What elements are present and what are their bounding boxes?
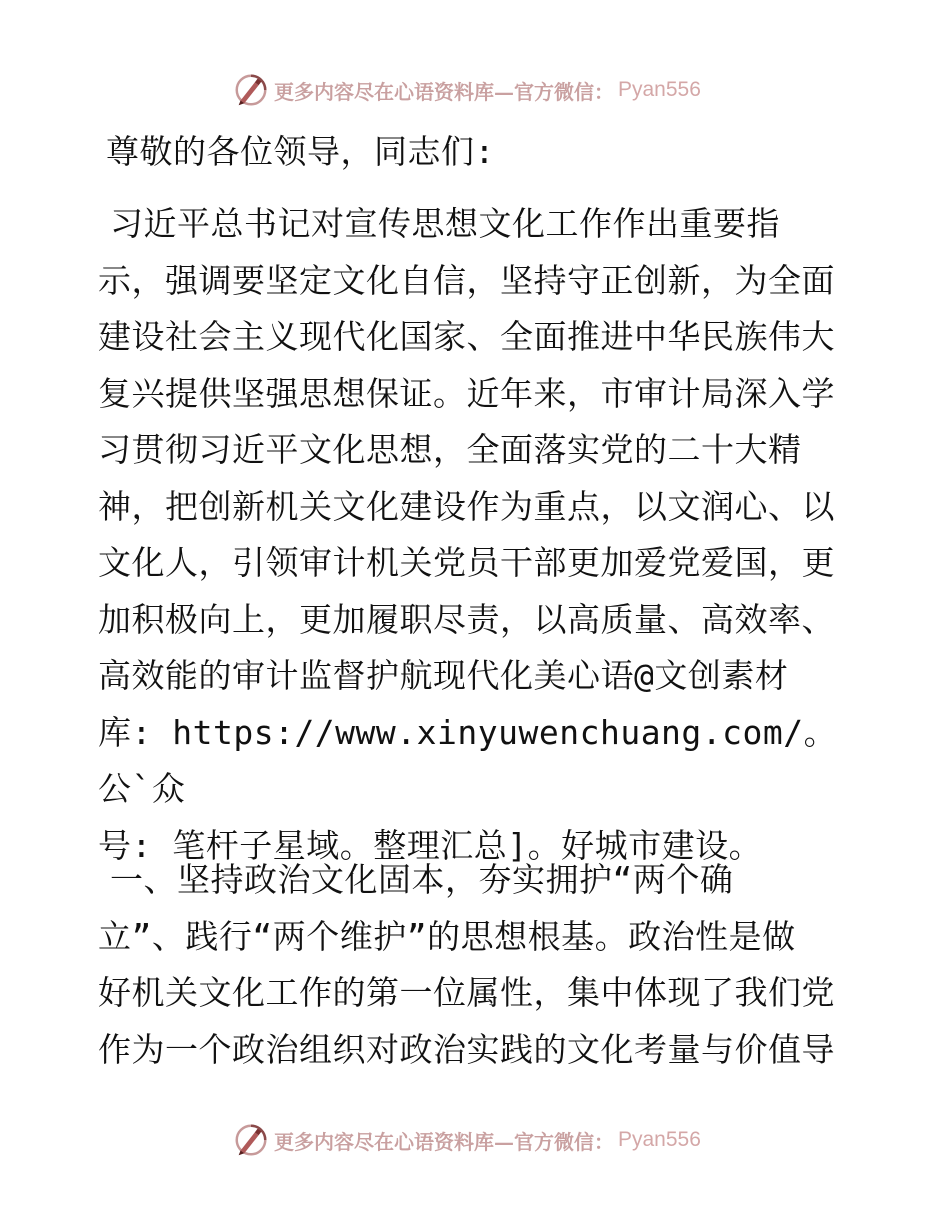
paragraph-1-line: 高效能的审计监督护航现代化美心语@文创素材 [98,656,789,695]
watermark-banner-top [232,70,701,110]
paragraph-1-line: 建设社会主义现代化国家、全面推进中华民族伟大 [98,317,835,356]
pen-logo-icon [232,1121,270,1159]
paragraph-1-line: 复兴提供坚强思想保证。近年来，市审计局深入学 [98,373,835,413]
paragraph-2-line: 好机关文化工作的第一位属性，集中体现了我们党 [98,973,835,1012]
paragraph-1-line: 库: https://www.xinyuwenchuang.com/。公`众 [98,712,838,808]
paragraph-2 [98,852,858,1078]
paragraph-2-line: 一、坚持政治文化固本，夯实拥护“两个确 [110,860,734,899]
paragraph-1 [98,196,858,874]
paragraph-2-line: 作为一个政治组织对政治实践的文化考量与价值导 [98,1029,835,1069]
watermark-banner-bottom [232,1120,701,1160]
greeting: 尊敬的各位领导，同志们: [106,132,495,171]
paragraph-1-line: 神，把创新机关文化建设作为重点，以文润心、以 [98,486,835,526]
paragraph-1-line: 加积极向上，更加履职尽责，以高质量、高效率、 [98,599,835,639]
pen-logo-icon [232,71,270,109]
watermark-text: 更多内容尽在心语资料库—官方微信： [274,1129,614,1154]
paragraph-1-line: 习近平总书记对宣传思想文化工作作出重要指 [110,204,780,243]
paragraph-1-line: 文化人，引领审计机关党员干部更加爱党爱国，更 [98,543,835,582]
paragraph-2-line: 立”、践行“两个维护”的思想根基。政治性是做 [98,916,796,956]
paragraph-1-line: 习贯彻习近平文化思想，全面落实党的二十大精 [98,430,802,469]
watermark-account: Pyan556 [618,78,701,101]
paragraph-1-line: 示，强调要坚定文化自信，坚持守正创新，为全面 [98,260,835,300]
watermark-account: Pyan556 [618,1128,701,1151]
paragraph-1-line: 号: 笔杆子星域。整理汇总]。好城市建设。 [98,825,763,865]
watermark-text: 更多内容尽在心语资料库—官方微信： [274,79,614,104]
